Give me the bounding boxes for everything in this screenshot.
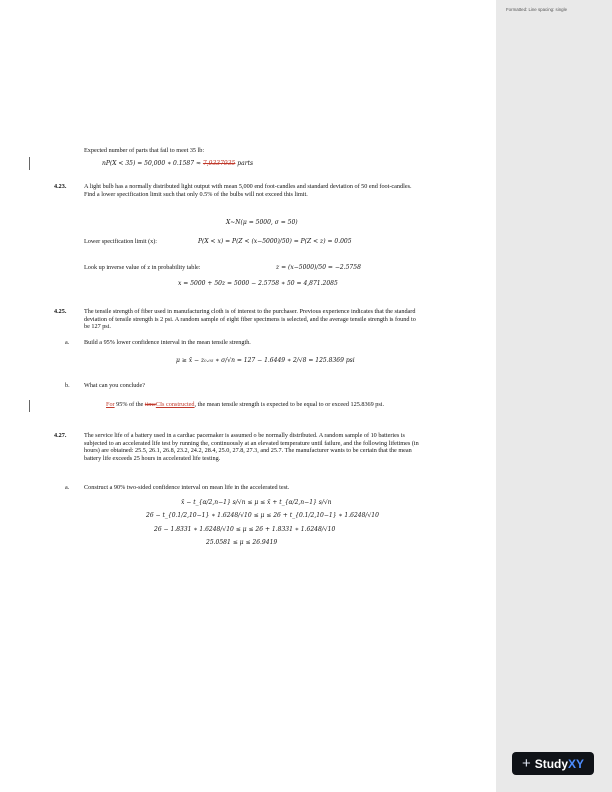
conclusion-text <box>84 401 422 409</box>
intro-eq-deleted: 7,9337935 <box>202 160 236 167</box>
lsl-equation: P(X < x) = P(Z < (x−5000)/50) = P(Z < z) = 0.005 <box>198 238 352 245</box>
intro-eq-tail: parts <box>237 160 254 167</box>
logo-text: StudyXY <box>534 756 585 771</box>
problem-text: A light bulb has a normally distributed light output with mean 5,000 end foot-candles and standard deviation of 50 end foot-candles. Find a lower specification limit such that only 0.5% of the bulbs will not exceed this limit. <box>84 183 412 198</box>
lookup-equation: z = (x−5000)/50 = −2.5758 <box>276 264 361 271</box>
intro-equation <box>102 160 253 167</box>
plus-icon: + <box>521 754 531 772</box>
interval-eq-3: 26 − 1.8331 ∗ 1.6248/√10 ≤ μ ≤ 26 + 1.8331 ∗ 1.6248/√10 <box>154 526 336 533</box>
ci-equation: μ ≥ x̄ − z₀.₀₅ ∗ σ/√n = 127 − 1.6449 ∗ 2/√8 = 125.8369 psi <box>176 357 355 364</box>
intro-eq-main: nP(X < 35) = 50,000 ∗ 0.1587 ≈ <box>102 160 201 167</box>
lookup-label: Look up inverse value of z in probability table: <box>84 264 201 271</box>
part-text: Construct a 90% two-sided confidence interval on mean life in the accelerated test. <box>84 484 290 491</box>
conclusion-span: , the mean tensile strength is expected to be equal to or exceed 125.8369 psi. <box>194 401 385 408</box>
problem-number: 4.25. <box>54 308 67 315</box>
part-label: a. <box>65 339 70 346</box>
part-text: What can you conclude? <box>84 382 145 389</box>
result-equation: x = 5000 + 50z = 5000 − 2.5758 ∗ 50 = 4,871.2085 <box>178 280 338 287</box>
conclusion-span: 95% of the <box>114 401 145 408</box>
comment-label: Formatted: Line spacing: single <box>506 7 568 12</box>
part-label: a. <box>65 484 70 491</box>
change-bar <box>29 157 30 170</box>
change-bar <box>29 400 30 412</box>
comment-pane <box>496 0 612 792</box>
inserted-text: CIs constructed <box>155 401 195 408</box>
intro-text: Expected number of parts that fail to meet 35 lb: <box>84 147 205 154</box>
interval-eq-2: 26 − t_{0.1/2,10−1} ∗ 1.6248/√10 ≤ μ ≤ 26 + t_{0.1/2,10−1} ∗ 1.6248/√10 <box>146 512 379 519</box>
problem-text: The tensile strength of fiber used in manufacturing cloth is of interest to the purchaser. Previous experience indicates that the standard deviation of tensile strength is 2 psi. A random sample of eight fiber specimens is selected, and the average tensile strength is found to be 127 psi. <box>84 308 416 331</box>
distribution-eq: X~N(μ = 5000, σ = 50) <box>226 219 298 226</box>
interval-eq-4: 25.0581 ≤ μ ≤ 26.9419 <box>206 539 278 546</box>
part-label: b. <box>65 382 70 389</box>
deleted-text: time <box>144 401 156 408</box>
inserted-text: For <box>106 401 115 408</box>
problem-number: 4.27. <box>54 432 67 439</box>
part-text: Build a 95% lower confidence interval in the mean tensile strength. <box>84 339 251 346</box>
studyxy-logo <box>512 752 594 775</box>
lsl-label: Lower specification limit (x): <box>84 238 158 245</box>
interval-eq-1: x̄ − t_{α/2,n−1} s/√n ≤ μ ≤ x̄ + t_{α/2,n−1} s/√n <box>181 499 332 506</box>
problem-number: 4.23. <box>54 183 67 190</box>
problem-text: The service life of a battery used in a cardiac pacemaker is assumed o be normally distributed. A random sample of 10 batteries is subjected to an accelerated life test by running the, continuously at an elevated temperature until failure, and the following lifetimes (in hours) are obtained: 25.5, 26.1, 26.8, 23.2, 24.2, 28.4, 25.0, 27.8, 27.3, and 25.7. The manufacturer wants to be certain that the mean battery life exceeds 25 hours in accelerated life testing. <box>84 432 419 462</box>
